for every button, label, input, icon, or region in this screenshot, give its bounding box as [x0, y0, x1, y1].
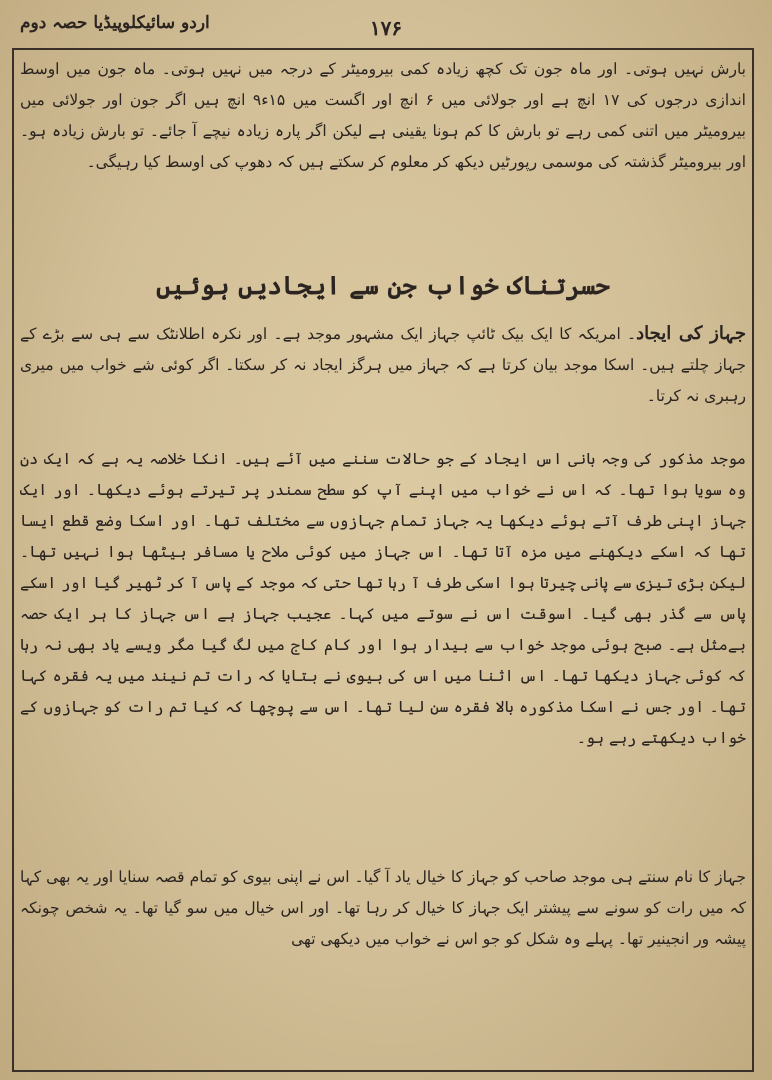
- paragraph-rainfall: بارش نہیں ہوتی۔ اور ماہ جون تک کچھ زیادہ کمی بیرومیٹر کے درجہ میں نہیں ہوتی۔ ماہ جون میں اوسط اندازی درجوں کی ۱۷ انچ ہے اور جولائی میں ۶ انچ اور اگست میں ۱۵ء۹ انچ ہیں اگر جون اور جولائی میں بیرومیٹر میں اتنی کمی رہے تو بارش کا کم ہونا یقینی ہے لیکن اگر پارہ زیادہ نیچے آ جائے۔ تو بارش زیادہ ہو۔ اور بیرومیٹر گذشتہ کی موسمی رپورٹیں دیکھ کر معلوم کر سکتے ہیں کہ دھوپ کی اوسط کیا رہیگی۔: [20, 60, 746, 171]
- running-title: اردو سائیکلوپیڈیا حصہ دوم: [20, 13, 210, 33]
- page-number: ۱۷۶: [369, 16, 403, 40]
- paragraph-wife-story: جہاز کا نام سنتے ہی موجد صاحب کو جہاز کا خیال یاد آ گیا۔ اس نے اپنی بیوی کو تمام قصہ سنایا اور یہ بھی کہا کہ میں رات کو سونے سے پیشتر ایک جہاز کا خیال کر رہا تھا۔ اور اس خیال میں سو گیا تھا۔ یہ شخص چونکہ پیشہ ور انجینیر تھا۔ پہلے وہ شکل کو جو اس نے خواب میں دیکھی تھی: [20, 868, 746, 948]
- paragraph-ship-invention: [20, 318, 746, 442]
- page-header: [10, 6, 762, 42]
- text-column: [20, 54, 746, 955]
- paragraph-lead-title: جہاز کی ایجاد: [636, 323, 746, 344]
- paragraph-inventor-dream: موجد مذکور کی وجہ بانی اس ایجاد کے جو حالات سننے میں آئے ہیں۔ انکا خلاصہ یہ ہے کہ ایک دن وہ سویا ہوا تھا۔ کہ اس نے خواب میں اپنے آپ کو سطح سمندر پر تیرتے ہوئے دیکھا۔ اور ایک جہاز اپنی طرف آتے ہوئے دیکھا یہ جہاز تمام جہازوں سے مختلف تھا۔ اور اسکا وضع قطع ایسا تھا کہ اسکے دیکھنے میں مزہ آتا تھا۔ اس جہاز میں کوئی ملاح یا مسافر بیٹھا ہوا نہیں تھا۔ لیکن بڑی تیزی سے پانی چیرتا ہوا اسکی طرف آ رہا تھا حتی کہ موجد کے پاس آ کر ٹھیر گیا اور اسکے پاس سے گذر بھی گیا۔ اسوقت اس نے سوتے میں کہا۔ عجیب جہاز ہے اس جہاز کا ہر ایک حصہ بےمثل ہے۔ صبح ہوئی موجد خواب سے بیدار ہوا اور کام کاج میں لگ گیا مگر ویسے یاد بھی نہ رہا کہ کوئی جہاز دیکھا تھا۔ اس اثنا میں اس کی بیوی نے بتایا کہ رات تم نیند میں یہ فقرہ کہا تھا۔ اور جس نے اسکا مذکورہ بالا فقرہ سن لیا تھا۔ اس سے پوچھا کہ کیا تم رات کو جہازوں کے خواب دیکھتے رہے ہو۔: [20, 450, 746, 747]
- section-heading: حسرتناک خواب جن سے ایجادیں ہوئیں: [156, 271, 610, 300]
- paragraph-ship-invention-text: ۔ امریکہ کا ایک بیک ٹائپ جہاز ایک مشہور موجد ہے۔ اور نکرہ اطلانٹک سے ہی سے بڑے کے جہاز چلتے ہیں۔ اسکا موجد بیان کرتا ہے کہ جہاز میں ہرگز ایجاد نہ کر سکتا۔ اگر کوئی شے خواب میں میری رہبری نہ کرتا۔: [20, 325, 746, 405]
